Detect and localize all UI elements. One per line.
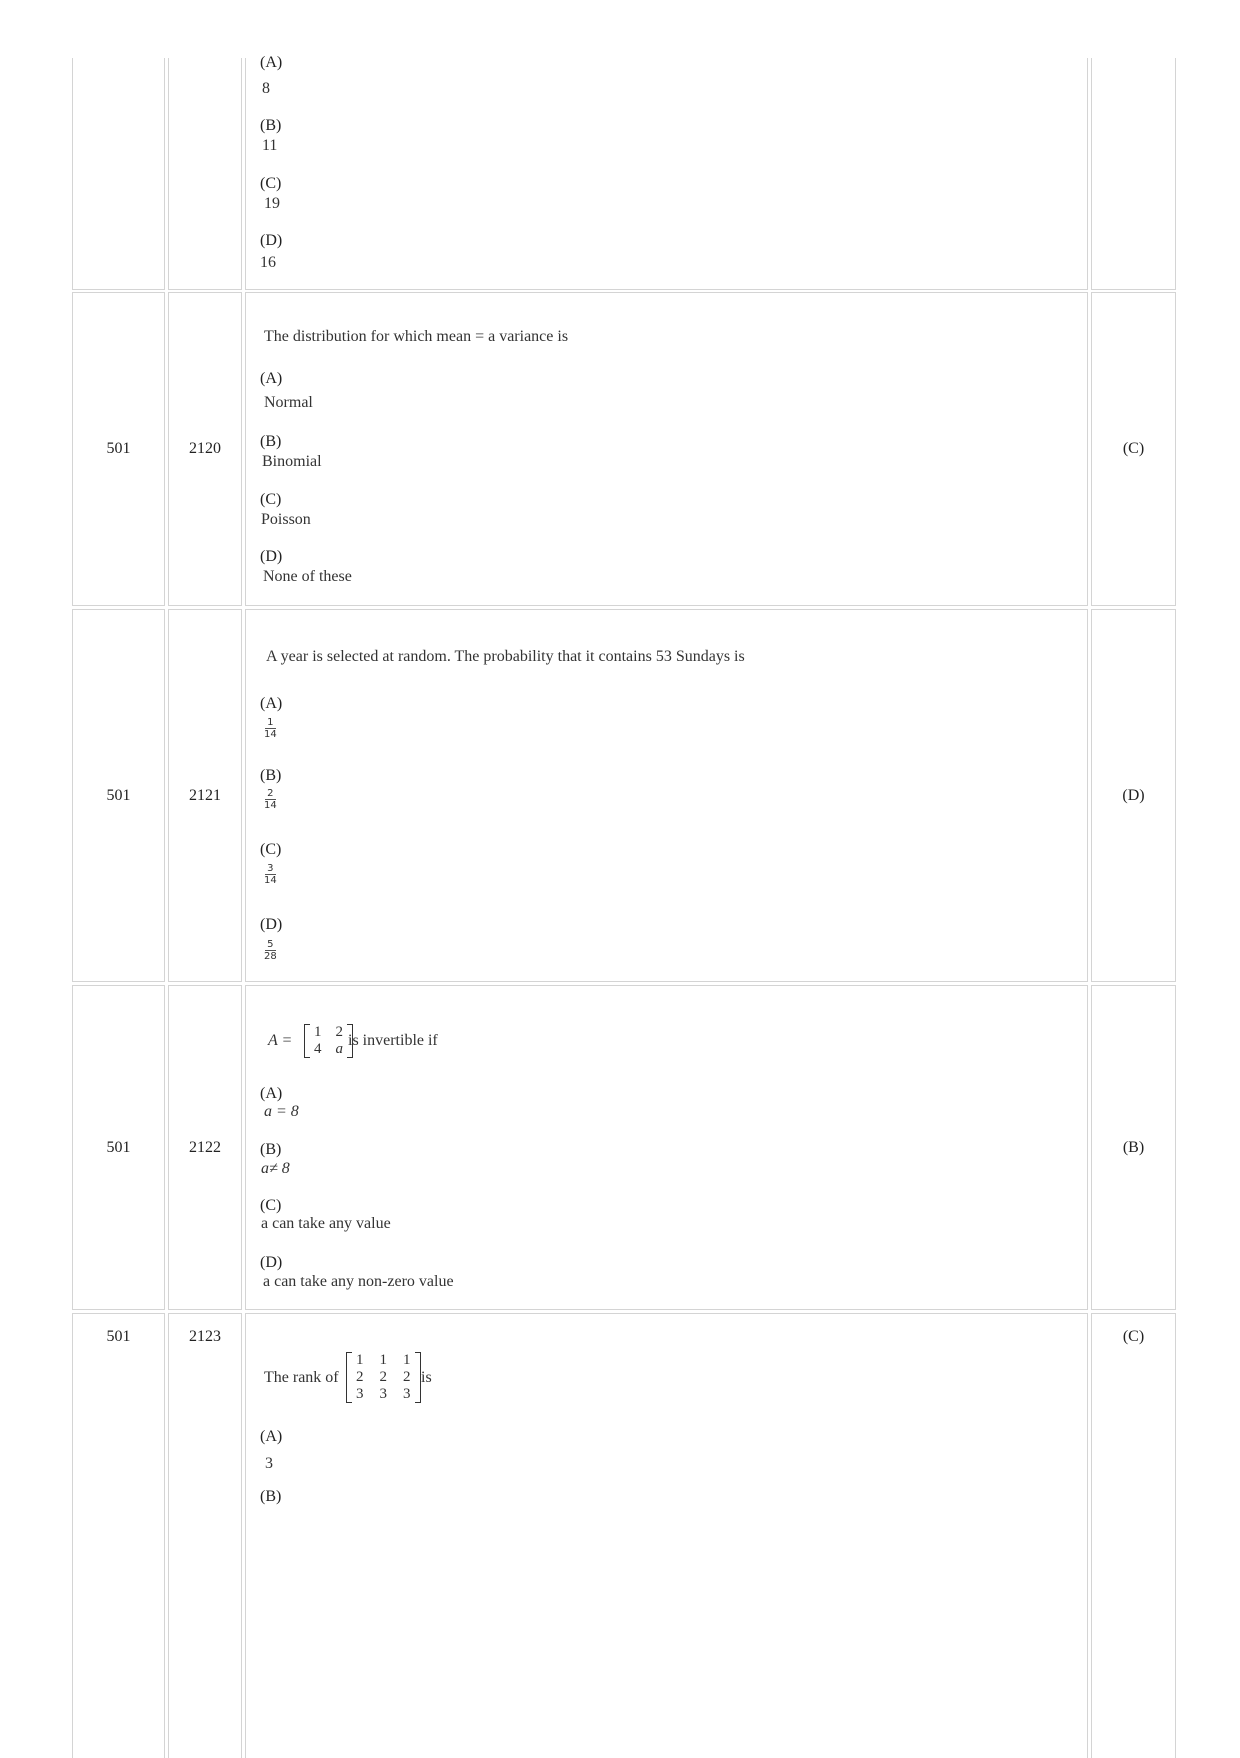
option-letter: (A) [260,1085,283,1102]
option-letter: (A) [260,370,283,387]
matrix-entry: 1 [403,1352,411,1368]
answer-key: (C) [1122,440,1145,457]
qno-cell [168,58,242,290]
table-row [72,1313,1176,1758]
option-letter: (B) [260,433,282,450]
answer-cell [1091,292,1176,606]
answer-cell [1091,609,1176,982]
option-letter: (D) [260,232,283,249]
matrix-entry: 3 [403,1386,411,1402]
answer-key: (D) [1122,786,1145,804]
matrix-entry: a [335,1041,343,1057]
subject-cell [72,609,165,982]
option-letter: (A) [260,54,283,71]
matrix-entry: 2 [403,1369,411,1385]
option-letter: (B) [260,1141,282,1158]
option-letter: (D) [260,548,283,565]
fraction-numerator: 5 [267,939,274,950]
option-letter: (C) [260,491,282,508]
subject-cell [72,58,165,290]
table-row [72,54,1176,290]
option-value: Normal [264,394,313,411]
option-letter: (A) [260,695,283,712]
fraction-numerator: 2 [267,788,274,799]
option-value: None of these [263,568,352,585]
subject-cell [72,1313,165,1758]
question-cell [245,292,1088,606]
answer-cell [1091,1313,1176,1758]
question-cell [245,1313,1088,1758]
question-matrix [346,1352,421,1403]
option-value: 19 [264,195,280,212]
question-suffix: is [421,1369,432,1386]
option-letter: (A) [260,1428,283,1445]
question-prefix: The rank of [264,1369,339,1386]
option-value: a can take any value [261,1215,391,1232]
option-value: Poisson [261,511,311,528]
option-letter: (D) [260,916,283,933]
fraction-denominator: 14 [264,729,277,740]
option-letter: (C) [260,175,282,192]
option-fraction [262,939,279,962]
option-letter: (D) [260,1254,283,1271]
option-value: a can take any non-zero value [263,1273,454,1290]
matrix-entry: 2 [335,1024,343,1040]
qno-cell [168,292,242,606]
qno-cell [168,1313,242,1758]
option-letter: (B) [260,1488,282,1505]
subject-code: 501 [106,1138,131,1156]
question-cell [245,985,1088,1310]
matrix-entry: 4 [314,1041,322,1057]
option-value: 3 [265,1455,273,1472]
option-value: 11 [262,137,278,154]
question-number: 2121 [189,786,221,804]
question-number: 2122 [189,1138,221,1156]
matrix-entry: 3 [379,1386,387,1402]
matrix-entry: 2 [356,1369,364,1385]
qno-cell [168,609,242,982]
option-fraction [262,863,279,886]
option-letter: (B) [260,767,282,784]
option-value: Binomial [262,453,322,470]
option-letter: (B) [260,117,282,134]
question-number: 2123 [189,1328,221,1345]
fraction-numerator: 3 [267,863,274,874]
option-fraction [262,788,279,811]
table-row [72,292,1176,606]
subject-code: 501 [106,786,131,804]
question-prefix: A = [268,1032,293,1049]
matrix-entry: 2 [379,1369,387,1385]
answer-cell [1091,985,1176,1310]
option-value: 8 [262,80,270,97]
option-letter: (C) [260,1197,282,1214]
answer-key: (B) [1122,1138,1145,1156]
fraction-denominator: 14 [264,875,277,886]
option-fraction [262,717,279,740]
subject-code: 501 [106,440,131,457]
option-letter: (C) [260,841,282,858]
subject-cell [72,292,165,606]
answer-cell [1091,58,1176,290]
question-text: A year is selected at random. The probability that it contains 53 Sundays is [266,648,745,665]
option-value: a = 8 [264,1103,299,1120]
matrix-entry: 1 [356,1352,364,1368]
table-row [72,609,1176,982]
question-cell [245,609,1088,982]
subject-code: 501 [106,1328,131,1345]
matrix-entry: 3 [356,1386,364,1402]
table-row [72,985,1176,1310]
option-value: 16 [260,254,276,271]
question-suffix: is invertible if [348,1032,438,1049]
matrix-entry: 1 [314,1024,322,1040]
subject-cell [72,985,165,1310]
fraction-numerator: 1 [267,717,274,728]
qno-cell [168,985,242,1310]
fraction-denominator: 28 [264,951,277,962]
option-value: a≠ 8 [261,1160,290,1177]
question-text: The distribution for which mean = a variance is [264,328,569,345]
answer-key: (C) [1122,1328,1145,1345]
matrix-entry: 1 [379,1352,387,1368]
question-cell [245,54,1088,290]
fraction-denominator: 14 [264,800,277,811]
question-matrix [304,1024,353,1058]
question-number: 2120 [189,440,221,457]
